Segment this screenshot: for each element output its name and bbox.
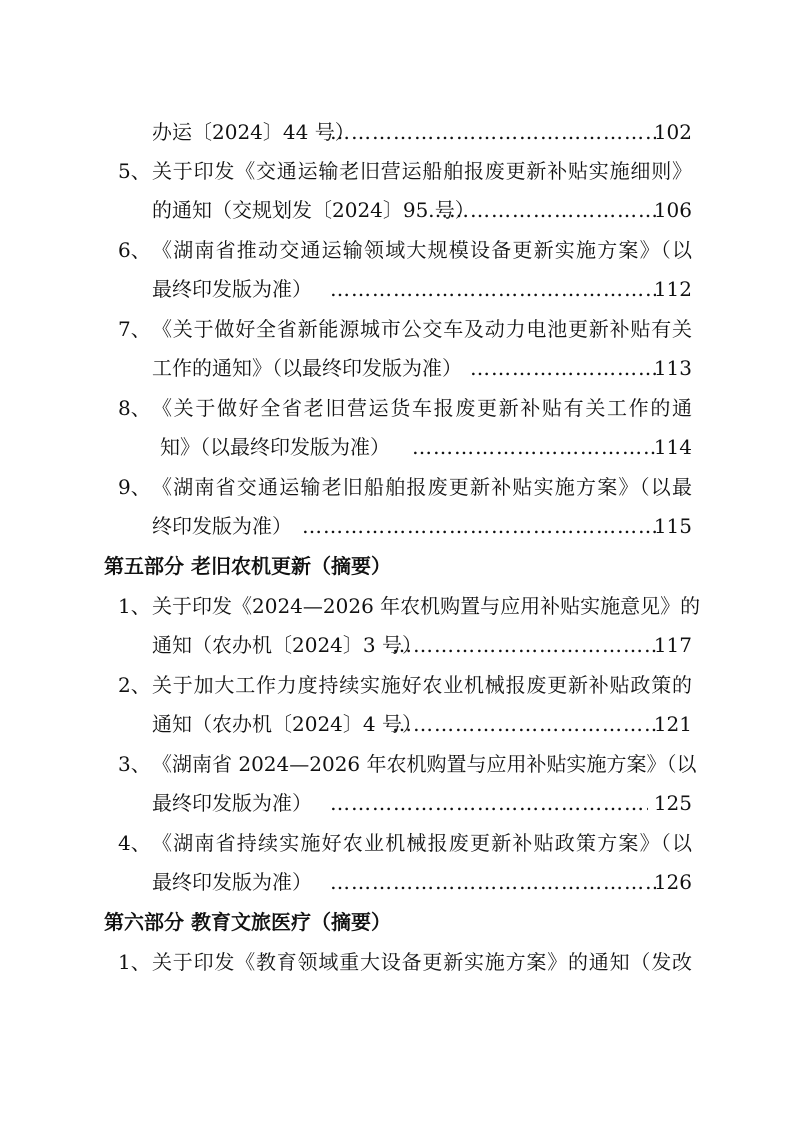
- section-heading-part6[interactable]: 第六部分 教育文旅医疗（摘要）: [104, 910, 391, 934]
- toc-entry-number: 1、: [118, 594, 151, 618]
- toc-entry-number: 2、: [118, 673, 151, 697]
- toc-page-number: 117: [653, 633, 692, 657]
- toc-entry-continuation[interactable]: [0, 625, 793, 665]
- toc-leader-dots: [470, 348, 656, 388]
- toc-entry[interactable]: [0, 151, 793, 191]
- toc-entry-title: 关于印发《教育领域重大设备更新实施方案》的通知（发改: [152, 950, 692, 974]
- section-heading-part5[interactable]: 第五部分 老旧农机更新（摘要）: [104, 554, 391, 578]
- toc-leader-dots: [392, 625, 656, 665]
- toc-entry-text: 的通知（交规划发〔2024〕95 号）: [152, 198, 475, 222]
- toc-entry-number: 8、: [118, 396, 151, 420]
- toc-leader-dots: [302, 506, 656, 546]
- toc-entry-text: 工作的通知》（以最终印发版为准）: [152, 356, 462, 380]
- toc-entry-number: 3、: [118, 752, 151, 776]
- toc-leader-dots: [330, 112, 656, 152]
- toc-leader-dots: [330, 269, 656, 309]
- toc-page-number: 114: [653, 435, 692, 459]
- toc-page-number: 102: [653, 120, 692, 144]
- toc-entry-continuation[interactable]: [0, 427, 793, 467]
- toc-page-number: 113: [653, 356, 692, 380]
- toc-leader-dots: [392, 704, 656, 744]
- toc-page-number: 115: [653, 514, 692, 538]
- toc-entry[interactable]: [0, 665, 793, 705]
- toc-entry[interactable]: [0, 309, 793, 349]
- toc-leader-dots: [428, 190, 656, 230]
- toc-entry-continuation[interactable]: [0, 704, 793, 744]
- toc-entry-number: 9、: [118, 475, 151, 499]
- toc-entry-number: 6、: [118, 238, 151, 262]
- toc-entry-number: 5、: [118, 159, 151, 183]
- toc-page-number: 125: [653, 791, 692, 815]
- toc-entry-text: 最终印发版为准）: [152, 870, 312, 894]
- toc-entry-title: 《湖南省交通运输老旧船舶报废更新补贴实施方案》（以最: [152, 475, 692, 499]
- toc-entry-number: 1、: [118, 950, 151, 974]
- toc-entry-continuation[interactable]: [0, 506, 793, 546]
- toc-entry-text: 办运〔2024〕44 号）: [152, 120, 355, 144]
- toc-entry[interactable]: [0, 942, 793, 982]
- toc-entry-continuation[interactable]: [0, 862, 793, 902]
- toc-entry-continuation[interactable]: [0, 190, 793, 230]
- toc-entry-continuation[interactable]: [0, 112, 793, 152]
- toc-entry-continuation[interactable]: [0, 783, 793, 823]
- toc-leader-dots: [412, 427, 656, 467]
- toc-leader-dots: [330, 783, 648, 823]
- toc-entry-text: 最终印发版为准）: [152, 791, 312, 815]
- toc-entry[interactable]: [0, 230, 793, 270]
- toc-entry-number: 4、: [118, 831, 151, 855]
- toc-entry-text: 终印发版为准）: [152, 514, 292, 538]
- toc-page-number: 121: [653, 712, 692, 736]
- toc-entry-title: 《湖南省 2024—2026 年农机购置与应用补贴实施方案》（以: [152, 752, 697, 776]
- toc-page-number: 112: [653, 277, 692, 301]
- toc-entry-text: 通知（农办机〔2024〕3 号）: [152, 633, 422, 657]
- toc-leader-dots: [330, 862, 656, 902]
- toc-entry-text: 通知（农办机〔2024〕4 号）: [152, 712, 422, 736]
- toc-entry[interactable]: [0, 744, 793, 784]
- toc-entry-title: 《关于做好全省新能源城市公交车及动力电池更新补贴有关: [152, 317, 692, 341]
- toc-entry-number: 7、: [118, 317, 151, 341]
- toc-entry-title: 《湖南省持续实施好农业机械报废更新补贴政策方案》（以: [152, 831, 692, 855]
- toc-page-number: 126: [653, 870, 692, 894]
- toc-entry-continuation[interactable]: [0, 348, 793, 388]
- toc-entry-continuation[interactable]: [0, 269, 793, 309]
- toc-entry-text: 最终印发版为准）: [152, 277, 312, 301]
- toc-entry-title: 关于印发《2024—2026 年农机购置与应用补贴实施意见》的: [152, 594, 701, 618]
- toc-entry-title: 《关于做好全省老旧营运货车报废更新补贴有关工作的通: [152, 396, 692, 420]
- toc-entry[interactable]: [0, 586, 793, 626]
- toc-entry-title: 《湖南省推动交通运输领域大规模设备更新实施方案》（以: [152, 238, 692, 262]
- toc-page-number: 106: [653, 198, 692, 222]
- toc-entry-text: 知》（以最终印发版为准）: [160, 435, 390, 459]
- toc-entry-title: 关于加大工作力度持续实施好农业机械报废更新补贴政策的: [152, 673, 692, 697]
- toc-entry[interactable]: [0, 388, 793, 428]
- toc-entry[interactable]: [0, 467, 793, 507]
- toc-entry[interactable]: [0, 823, 793, 863]
- toc-entry-title: 关于印发《交通运输老旧营运船舶报废更新补贴实施细则》: [152, 159, 692, 183]
